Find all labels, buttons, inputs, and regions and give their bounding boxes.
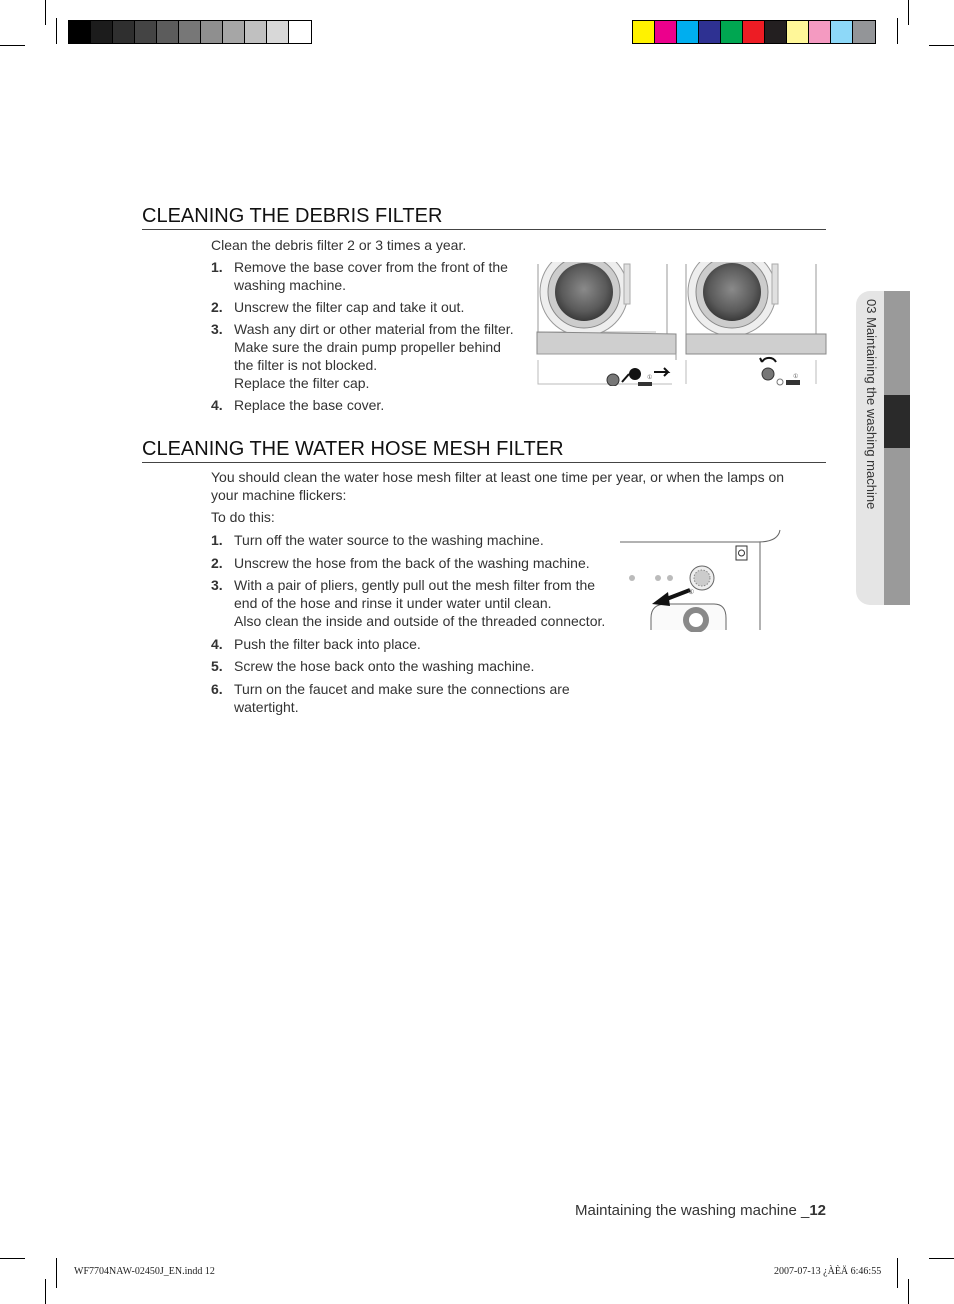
grayscale-calibration-bar xyxy=(68,20,312,44)
crop-mark xyxy=(929,45,954,46)
color-swatch xyxy=(633,21,655,43)
step-number: 4. xyxy=(211,397,223,413)
crop-mark xyxy=(908,0,909,25)
step-text-line: Replace the base cover. xyxy=(234,397,385,413)
step-number: 1. xyxy=(211,259,223,275)
step-text-line: Turn on the faucet and make sure the connections are xyxy=(234,680,570,697)
crop-mark xyxy=(45,1279,46,1304)
step-text-line: Turn off the water source to the washing machine. xyxy=(234,532,544,548)
color-swatch xyxy=(245,21,267,43)
step-text-line: watertight. xyxy=(234,698,299,715)
step-text-line: Push the filter back into place. xyxy=(234,635,421,652)
step-text-line: Wash any dirt or other material from the filter. xyxy=(234,321,514,337)
step-text-line: Replace the filter cap. xyxy=(234,375,370,391)
color-swatch xyxy=(721,21,743,43)
color-swatch xyxy=(179,21,201,43)
color-swatch xyxy=(113,21,135,43)
crop-mark xyxy=(0,45,25,46)
crop-mark xyxy=(897,1258,898,1288)
step-text-line: Screw the hose back onto the washing machine. xyxy=(234,658,535,674)
color-swatch xyxy=(289,21,311,43)
step-number: 1. xyxy=(211,532,223,548)
svg-text:①: ① xyxy=(647,375,653,381)
side-tab-label: 03 Maintaining the washing machine xyxy=(864,299,879,510)
color-swatch xyxy=(787,21,809,43)
crop-mark xyxy=(56,18,57,44)
step-text-line: Make sure the drain pump propeller behind xyxy=(234,339,501,355)
step-number: 5. xyxy=(211,658,223,674)
step-text-line: Unscrew the hose from the back of the washing machine. xyxy=(234,554,590,571)
crop-mark xyxy=(56,1258,57,1288)
step-text-line: With a pair of pliers, gently pull out the mesh filter from the xyxy=(234,577,596,593)
section-title-debris-filter: CLEANING THE DEBRIS FILTER xyxy=(142,204,826,230)
section-intro: Clean the debris filter 2 or 3 times a year. xyxy=(211,237,467,253)
color-swatch xyxy=(201,21,223,43)
step-text-line: Unscrew the filter cap and take it out. xyxy=(234,299,465,315)
color-swatch xyxy=(135,21,157,43)
color-swatch xyxy=(267,21,289,43)
page-footer xyxy=(520,1202,826,1219)
step-text-line: Remove the base cover from the front of the xyxy=(234,259,508,275)
to-do-label: To do this: xyxy=(211,509,275,525)
step-text-line: end of the hose and rinse it under water until clean. xyxy=(234,595,552,611)
step-number: 3. xyxy=(211,577,223,593)
slug-filename: WF7704NAW-02450J_EN.indd 12 xyxy=(74,1266,215,1277)
step-number: 4. xyxy=(211,635,223,652)
step-text-line: washing machine. xyxy=(234,277,347,293)
side-tab-current-marker xyxy=(884,395,910,448)
color-swatch xyxy=(655,21,677,43)
crop-mark xyxy=(897,18,898,44)
step-number: 2. xyxy=(211,299,223,315)
color-swatch xyxy=(157,21,179,43)
slug-timestamp: 2007-07-13 ¿ÀÈÄ 6:46:55 xyxy=(774,1266,882,1277)
washer-left-view xyxy=(537,262,676,386)
step-text-line: the filter is not blocked. xyxy=(234,357,378,373)
color-swatch xyxy=(677,21,699,43)
side-tab-strip xyxy=(884,291,910,605)
washer-right-view xyxy=(686,262,826,385)
section-intro-line-1: You should clean the water hose mesh filter at least one time per year, or when the lamps on xyxy=(211,469,785,485)
section-intro-line-2: your machine flickers: xyxy=(211,487,347,503)
color-swatch xyxy=(809,21,831,43)
color-swatch xyxy=(699,21,721,43)
svg-text:①: ① xyxy=(688,589,695,596)
debris-filter-illustration xyxy=(536,262,828,386)
step-number: 2. xyxy=(211,554,223,571)
crop-mark xyxy=(929,1258,954,1259)
hose-filter-illustration xyxy=(618,528,784,632)
color-swatch xyxy=(91,21,113,43)
color-calibration-bar xyxy=(632,20,876,44)
color-swatch xyxy=(743,21,765,43)
color-swatch xyxy=(223,21,245,43)
color-swatch xyxy=(831,21,853,43)
footer-text: Maintaining the washing machine _ xyxy=(575,1202,810,1219)
page-number: 12 xyxy=(809,1202,826,1219)
step-number: 6. xyxy=(211,680,223,697)
color-swatch xyxy=(853,21,875,43)
step-number: 3. xyxy=(211,321,223,337)
crop-mark xyxy=(0,1258,25,1259)
svg-text:①: ① xyxy=(793,374,799,380)
crop-mark xyxy=(45,0,46,25)
color-swatch xyxy=(765,21,787,43)
step-text-line: Also clean the inside and outside of the threaded connector. xyxy=(234,613,606,629)
crop-mark xyxy=(908,1279,909,1304)
color-swatch xyxy=(69,21,91,43)
section-title-water-hose-mesh-filter: CLEANING THE WATER HOSE MESH FILTER xyxy=(142,437,826,463)
